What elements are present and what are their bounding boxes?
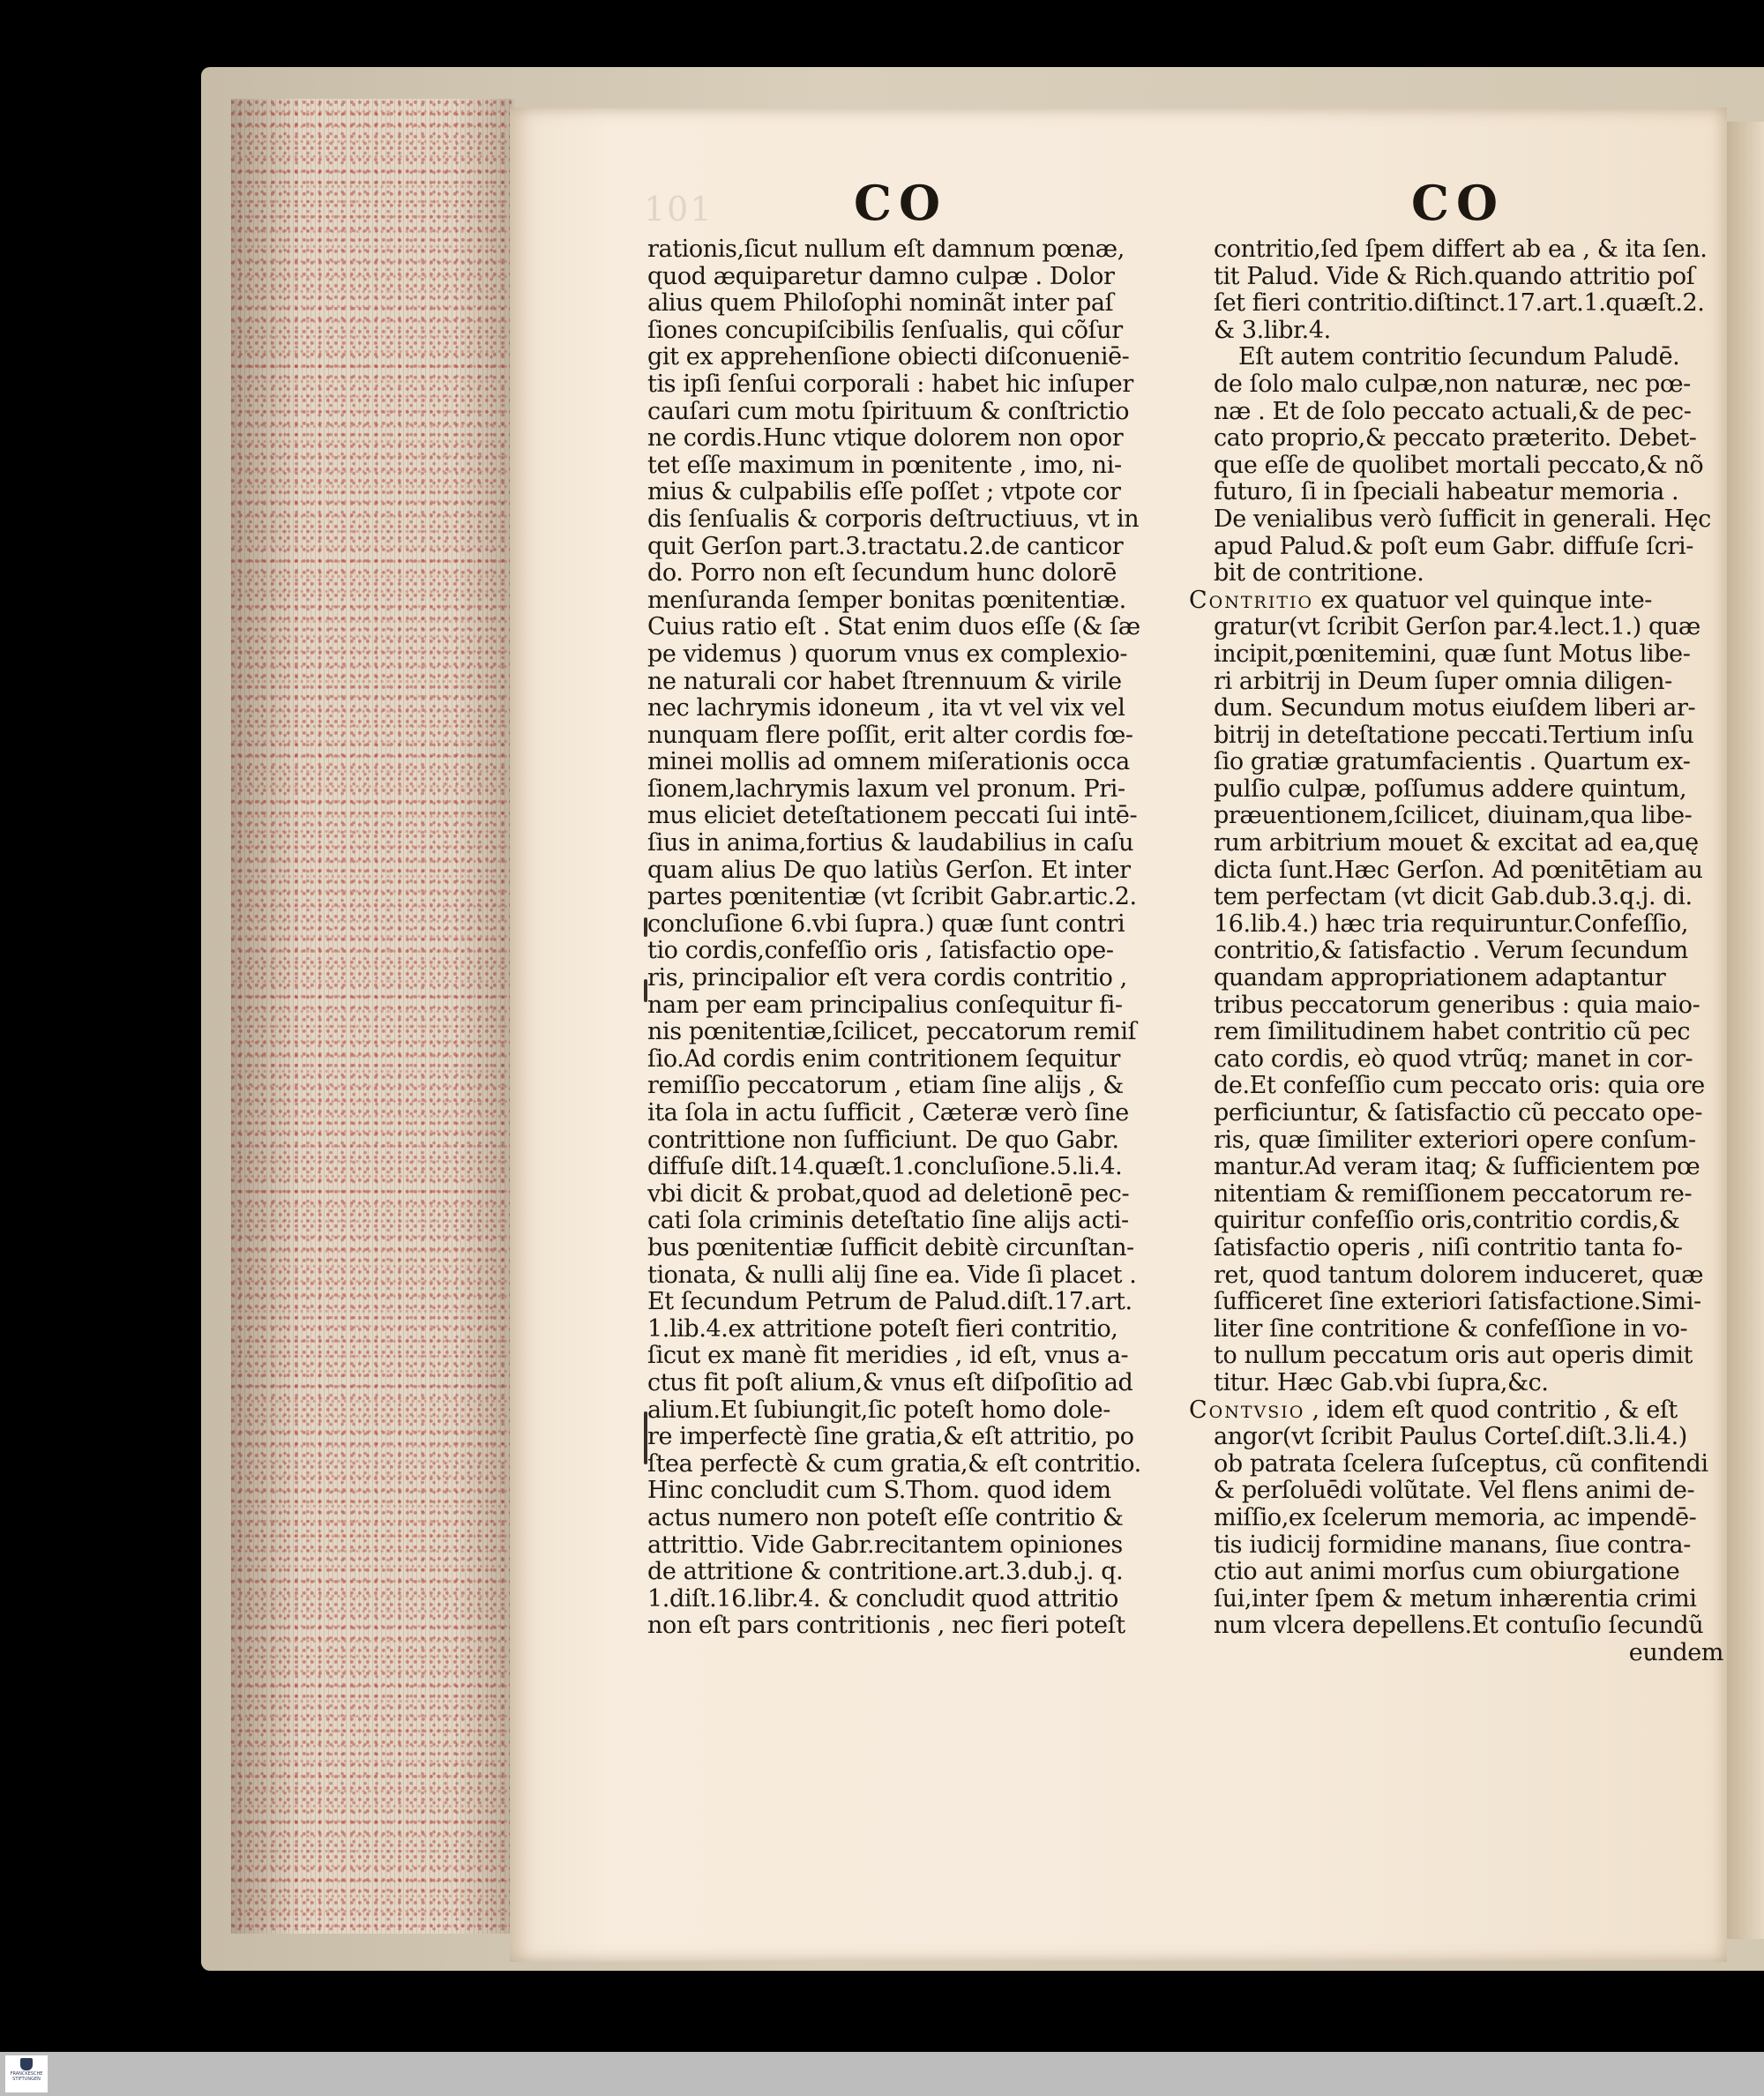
- text-line: concluſione 6.vbi ſupra.) quæ ſunt contri: [647, 910, 1125, 938]
- text-line: cauſari cum motu ſpirituum & conſtrictio: [647, 398, 1130, 425]
- text-line: Et ſecundum Petrum de Palud.diſt.17.art.: [647, 1289, 1132, 1316]
- text-line: tet eſſe maximum in pœnitente , imo, ni-: [647, 452, 1122, 479]
- text-line: menſuranda ſemper bonitas pœnitentiæ.: [647, 587, 1126, 614]
- speckled-page-edges: [231, 99, 514, 1934]
- entry-headword: Contritio: [1189, 587, 1314, 614]
- crest-icon: [20, 2058, 33, 2070]
- text-line: De venialibus verò ſufficit in generali. Hęc: [1214, 505, 1711, 533]
- text-line: partes pœnitentiæ (vt ſcribit Gabr.artic.2.: [647, 884, 1137, 911]
- text-line: cato proprio,& peccato præterito. Debet-: [1214, 425, 1697, 453]
- text-line: angor(vt ſcribit Paulus Corteſ.diſt.3.li.4.): [1214, 1424, 1687, 1451]
- text-line: to nullum peccatum oris aut operis dimit: [1214, 1343, 1693, 1370]
- catchword: eundem: [1628, 1639, 1723, 1666]
- text-line: quod æquiparetur damno culpæ . Dolor: [647, 263, 1115, 290]
- text-line: ſtea perfectè & cum gratia,& eſt contritio.: [647, 1450, 1141, 1478]
- text-line: ſufficeret ſine exteriori ſatisfactione.Simi-: [1214, 1289, 1701, 1316]
- text-line: 1.diſt.16.libr.4. & concludit quod attritio: [647, 1585, 1119, 1613]
- entry-headword: Contvsio: [1189, 1396, 1305, 1424]
- text-line: git ex apprehenſione obiecti diſconueniē-: [647, 344, 1130, 371]
- text-line: perficiuntur, & ſatisfactio cũ peccato ope-: [1214, 1100, 1703, 1127]
- running-head-left: CO: [854, 175, 948, 231]
- text-line: tribus peccatorum generibus : quia maio-: [1214, 992, 1700, 1019]
- text-line: cato cordis, eò quod vtrũq; manet in cor-: [1214, 1045, 1693, 1073]
- text-line: pulſio culpæ, poſſumus addere quintum,: [1214, 775, 1687, 803]
- left-text-column: [647, 236, 1187, 1640]
- logo-text-line: STIFTUNGEN: [12, 2077, 41, 2082]
- text-line: titur. Hæc Gab.vbi ſupra,&c.: [1214, 1369, 1549, 1396]
- text-line: de.Et confeſſio cum peccato oris: quia ore: [1214, 1073, 1705, 1100]
- text-line: mius & culpabilis eſſe poſſet ; vtpote cor: [647, 479, 1121, 506]
- text-line: bitrij in deteſtatione peccati.Tertium inſu: [1214, 722, 1694, 749]
- text-line: ctus fit poſt alium,& vnus eſt diſpoſitio ad: [647, 1369, 1133, 1396]
- text-line: tit Palud. Vide & Rich.quando attritio poſ: [1214, 263, 1695, 290]
- text-line: tionata, & nulli alij ſine ea. Vide ſi placet .: [647, 1261, 1137, 1289]
- text-line: nec lachrymis idoneum , ita vt vel vix vel: [647, 695, 1125, 722]
- margin-pen-mark: [644, 979, 647, 1002]
- text-line: tem perfectam (vt dicit Gab.dub.3.q.j. di.: [1214, 884, 1693, 911]
- text-line: rum arbitrium mouet & excitat ad ea,quę: [1214, 830, 1699, 857]
- text-line: ris, principalior eſt vera cordis contritio ,: [647, 965, 1127, 992]
- text-line: apud Palud.& poſt eum Gabr. diffuſe ſcri-: [1214, 533, 1693, 560]
- text-line: ne cordis.Hunc vtique dolorem non opor: [647, 425, 1124, 453]
- text-line: & perſoluēdi volũtate. Vel flens animi de-: [1214, 1478, 1695, 1505]
- text-line: minei mollis ad omnem miſerationis occa: [647, 749, 1130, 776]
- text-line: mantur.Ad veram itaq; & ſufficientem pœ: [1214, 1154, 1700, 1181]
- text-line: Eſt autem contritio ſecundum Paludē.: [1238, 344, 1680, 371]
- text-line: que eſſe de quolibet mortali peccato,& nõ: [1214, 452, 1704, 479]
- text-line: nitentiam & remiſſionem peccatorum re-: [1214, 1180, 1693, 1208]
- text-line: ſatisfactio operis , niſi contritio tanta fo-: [1214, 1234, 1683, 1261]
- text-line: futuro, ſi in ſpeciali habeatur memoria .: [1214, 479, 1679, 506]
- text-line: 16.lib.4.) hæc tria requiruntur.Confeſſio,: [1214, 910, 1689, 938]
- text-line: contrittione non ſufficiunt. De quo Gabr.: [647, 1127, 1119, 1154]
- text-line: , idem eſt quod contritio , & eſt: [1312, 1396, 1678, 1424]
- text-line: remiſſio peccatorum , etiam ſine alijs , &: [647, 1073, 1124, 1100]
- entry-line-contritio: [1189, 588, 1723, 615]
- text-line: vbi dicit & probat,quod ad deletionē pec-: [647, 1180, 1130, 1208]
- logo-text-line: FRANCKESCHE: [10, 2071, 43, 2077]
- text-line: alius quem Philoſophi nominãt inter paſ: [647, 290, 1114, 318]
- text-line: Cuius ratio eſt . Stat enim duos eſſe (& ſæ: [647, 614, 1140, 641]
- text-line: ris, quæ ſimiliter exteriori opere conſum-: [1214, 1127, 1696, 1154]
- text-line: de ſolo malo culpæ,non naturæ, nec pœ-: [1214, 371, 1691, 398]
- text-line: 1.lib.4.ex attritione poteſt fieri contritio,: [647, 1315, 1118, 1343]
- text-line: attrittio. Vide Gabr.recitantem opiniones: [647, 1531, 1123, 1559]
- margin-pen-mark: [644, 917, 647, 937]
- bleed-through-page-number: 101: [644, 190, 714, 228]
- text-line: ita ſola in actu ſufficit , Cæteræ verò ſine: [647, 1100, 1129, 1127]
- text-line: quit Gerſon part.3.tractatu.2.de canticor: [647, 533, 1124, 560]
- text-line: nis pœnitentiæ,ſcilicet, peccatorum remiſ: [647, 1019, 1137, 1046]
- text-line: Hinc concludit cum S.Thom. quod idem: [647, 1478, 1111, 1505]
- text-line: ſionem,lachrymis laxum vel pronum. Pri-: [647, 775, 1125, 803]
- text-line: bus pœnitentiæ ſufficit debitè circunſtan-: [647, 1234, 1134, 1261]
- text-line: ri arbitrij in Deum ſuper omnia diligen-: [1214, 668, 1672, 695]
- text-line: ſet fieri contritio.diſtinct.17.art.1.quæſt.2.: [1214, 290, 1705, 318]
- text-line: alium.Et ſubiungit,ſic poteſt homo dole-: [647, 1396, 1111, 1424]
- text-line: quiritur confeſſio oris,contritio cordis,&: [1214, 1208, 1680, 1235]
- text-line: ex quatuor vel quinque inte-: [1320, 587, 1652, 614]
- text-line: quandam appropriationem adaptantur: [1214, 965, 1666, 992]
- text-line: re imperfectè ſine gratia,& eſt attritio, po: [647, 1424, 1134, 1451]
- text-line: num vlcera depellens.Et contuſio ſecundũ: [1214, 1613, 1704, 1640]
- text-line: cati ſola criminis deteſtatio ſine alijs acti-: [647, 1208, 1129, 1235]
- text-line: liter ſine contritione & confeſſione in vo-: [1214, 1315, 1688, 1343]
- text-line: rem ſimilitudinem habet contritio cũ pec: [1214, 1019, 1691, 1046]
- text-line: actus numero non poteſt eſſe contritio &: [647, 1504, 1124, 1531]
- facing-page-edge: [1722, 122, 1764, 1939]
- text-line: & 3.libr.4.: [1214, 317, 1331, 344]
- text-line: ſui,inter ſpem & metum inhærentia crimi: [1214, 1585, 1697, 1613]
- text-line: miſſio,ex ſcelerum memoria, ac impendē-: [1214, 1504, 1697, 1531]
- text-line: contritio,& ſatisfactio . Verum ſecundum: [1214, 938, 1688, 965]
- text-line: rationis,ſicut nullum eſt damnum pœnæ,: [647, 236, 1125, 263]
- text-line: mus eliciet deteſtationem peccati ſui intē-: [647, 803, 1138, 830]
- text-line: tis iudicij formidine manans, ſiue contra-: [1214, 1531, 1691, 1559]
- text-line: pe videmus ) quorum vnus ex complexio-: [647, 640, 1128, 668]
- text-line: ob patrata ſcelera ſuſceptus, cũ confitendi: [1214, 1450, 1708, 1478]
- text-line: ctio aut animi morſus cum obiurgatione: [1214, 1559, 1680, 1586]
- text-line: gratur(vt ſcribit Gerſon par.4.lect.1.) quæ: [1214, 614, 1700, 641]
- text-line: do. Porro non eſt ſecundum hunc dolorē: [647, 560, 1117, 588]
- text-line: dis ſenſualis & corporis deſtructiuus, vt in: [647, 505, 1140, 533]
- text-line: bit de contritione.: [1214, 560, 1424, 588]
- text-line: ſio.Ad cordis enim contritionem ſequitur: [647, 1045, 1121, 1073]
- text-line: ne naturali cor habet ſtrennuum & virile: [647, 668, 1122, 695]
- text-line: ſius in anima,fortius & laudabilius in caſu: [647, 830, 1134, 857]
- text-line: incipit,pœnitemini, quæ ſunt Motus libe-: [1214, 640, 1691, 668]
- text-line: nunquam flere poſſit, erit alter cordis fœ-: [647, 722, 1133, 749]
- right-text-column: [1189, 236, 1723, 1666]
- text-line: quam alius De quo latiùs Gerſon. Et inter: [647, 857, 1131, 884]
- text-line: non eſt pars contritionis , nec fieri poteſt: [647, 1613, 1125, 1640]
- text-line: næ . Et de ſolo peccato actuali,& de pec-: [1214, 398, 1692, 425]
- text-line: de attritione & contritione.art.3.dub.j. q.: [647, 1559, 1124, 1586]
- running-head-right: CO: [1411, 175, 1506, 231]
- margin-pen-mark: [644, 1411, 647, 1464]
- text-line: dum. Secundum motus eiuſdem liberi ar-: [1214, 695, 1696, 722]
- text-line: tis ipſi ſenſui corporali : habet hic inſuper: [647, 371, 1133, 398]
- text-line: nam per eam principalius conſequitur fi-: [647, 992, 1123, 1019]
- text-line: præuentionem,ſcilicet, diuinam,qua libe-: [1214, 803, 1693, 830]
- text-line: contritio,ſed ſpem differt ab ea , & ita ſen.: [1214, 236, 1708, 263]
- entry-line-contusio: [1189, 1397, 1723, 1425]
- institution-logo: [5, 2055, 48, 2092]
- text-line: dicta ſunt.Hæc Gerſon. Ad pœnitētiam au: [1214, 857, 1703, 884]
- text-line: tio cordis,confeſſio oris , ſatisfactio ope-: [647, 938, 1114, 965]
- text-line: ſio gratiæ gratumfacientis . Quartum ex-: [1214, 749, 1691, 776]
- footer-bar: [0, 2052, 1764, 2096]
- text-line: ret, quod tantum dolorem induceret, quæ: [1214, 1261, 1704, 1289]
- text-line: diffuſe diſt.14.quæſt.1.concluſione.5.li.4.: [647, 1154, 1123, 1181]
- text-line: ſicut ex manè fit meridies , id eſt, vnus a-: [647, 1343, 1129, 1370]
- text-line: ſiones concupiſcibilis ſenſualis, qui cõſur: [647, 317, 1123, 344]
